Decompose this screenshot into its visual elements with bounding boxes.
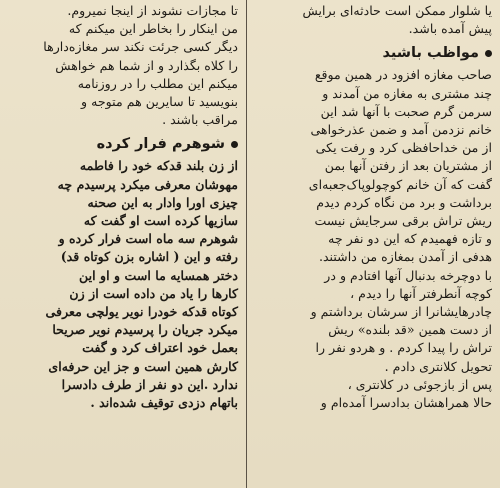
text-line: بعمل خود اعتراف کرد و گفت bbox=[82, 340, 238, 356]
column-divider bbox=[246, 0, 247, 488]
text-line: میکنم این مطلب را در روزنامه bbox=[77, 75, 238, 91]
left-body bbox=[6, 157, 238, 412]
text-line: مهوشان معرفی میکرد پرسیدم چه bbox=[57, 176, 238, 192]
text-line: ندارد .این دو نفر از طرف دادسرا bbox=[61, 376, 238, 392]
bullet-icon bbox=[485, 50, 492, 57]
text-line: تراش را پیدا کردم . و هردو نفر را bbox=[315, 340, 492, 356]
heading-text: شوهرم فرار کرده bbox=[96, 136, 225, 153]
text-line: یا شلوار ممکن است حادثه‌ای برایش bbox=[302, 3, 492, 18]
text-line: شوهرم سه ماه است فرار کرده و bbox=[58, 231, 238, 247]
text-line: برداشت و برد من نگاه کردم دیدم bbox=[316, 194, 492, 210]
text-line: صاحب مغازه افزود در همین موقع bbox=[314, 67, 492, 83]
heading-watch-out bbox=[258, 42, 492, 64]
left-column bbox=[0, 0, 244, 488]
text-line: تا مجازات نشوند از اینجا نمیروم. bbox=[67, 3, 238, 18]
right-body bbox=[258, 66, 492, 412]
text-line: چادرهایشانرا از سرشان برداشتم و bbox=[310, 304, 492, 320]
text-line: سرمن گرم صحبت با آنها شد این bbox=[320, 103, 492, 119]
text-line: حالا همراهشان بدادسرا آمده‌ام و bbox=[320, 395, 492, 411]
text-line: از زن بلند قدکه خود را فاطمه bbox=[79, 158, 238, 174]
text-line: ریش تراش برقی سرجایش نیست bbox=[314, 213, 492, 229]
text-line: دیگر کسی جرئت نکند سر مغازه‌دارها bbox=[43, 39, 238, 55]
text-line: از دست همین «قد بلنده» ریش bbox=[328, 322, 492, 338]
bullet-icon bbox=[231, 141, 238, 148]
text-line: من اینکار را بخاطر این میکنم که bbox=[68, 21, 238, 37]
left-intro bbox=[6, 2, 238, 129]
text-line: مراقب باشند . bbox=[162, 112, 238, 128]
right-column bbox=[252, 0, 500, 488]
text-line: سازیها کرده است او گفت که bbox=[83, 213, 238, 229]
heading-text: مواظب باشید bbox=[382, 45, 479, 62]
text-line: را کلاه بگذارد و از شما هم خواهش bbox=[55, 57, 238, 73]
heading-husband-fled bbox=[6, 133, 238, 155]
text-line: دختر همسایه ما است و او این bbox=[79, 267, 238, 283]
text-line: هدفی از آمدن بمغازه من داشتند. bbox=[318, 249, 492, 265]
text-line: پیش آمده باشد. bbox=[408, 21, 492, 37]
text-line: میکرد جریان را پرسیدم نویر صریحا bbox=[52, 322, 238, 338]
text-line: رفته و این ( اشاره بزن کوتاه قد) bbox=[60, 249, 238, 265]
text-line: کارها را یاد من داده است از زن bbox=[69, 285, 238, 301]
text-line: چند مشتری به مغازه من آمدند و bbox=[322, 85, 492, 101]
text-line: از مشتریان بعد از رفتن آنها بمن bbox=[324, 158, 492, 174]
text-line: بنویسید تا سایرین هم متوجه و bbox=[81, 94, 238, 110]
text-line: با دوچرخه بدنبال آنها افتادم و در bbox=[324, 267, 492, 283]
text-line: چیزی اورا وادار به این صحنه bbox=[87, 194, 238, 210]
text-line: پس از بازجوئی در کلانتری ، bbox=[347, 376, 492, 392]
text-line: کوتاه قدکه خودرا نویر یولچی معرفی bbox=[45, 304, 238, 320]
text-line: تحویل کلانتری دادم . bbox=[384, 358, 492, 374]
text-line: کارش همین است و جز این حرفه‌ای bbox=[48, 358, 238, 374]
right-intro bbox=[258, 2, 492, 38]
text-line: از من خداحافظی کرد و رفت یکی bbox=[315, 140, 492, 156]
text-line: کوچه آنطرفتر آنها را دیدم ، bbox=[350, 285, 492, 301]
text-line: باتهام دزدی توقیف شده‌اند . bbox=[90, 395, 238, 411]
text-line: گفت که آن خانم کوچولوپاک‌جعبه‌ای bbox=[308, 176, 492, 192]
text-line: خانم نزدمن آمد و ضمن عذرخواهی bbox=[310, 122, 492, 138]
text-line: و تازه فهمیدم که این دو نفر چه bbox=[328, 231, 492, 247]
